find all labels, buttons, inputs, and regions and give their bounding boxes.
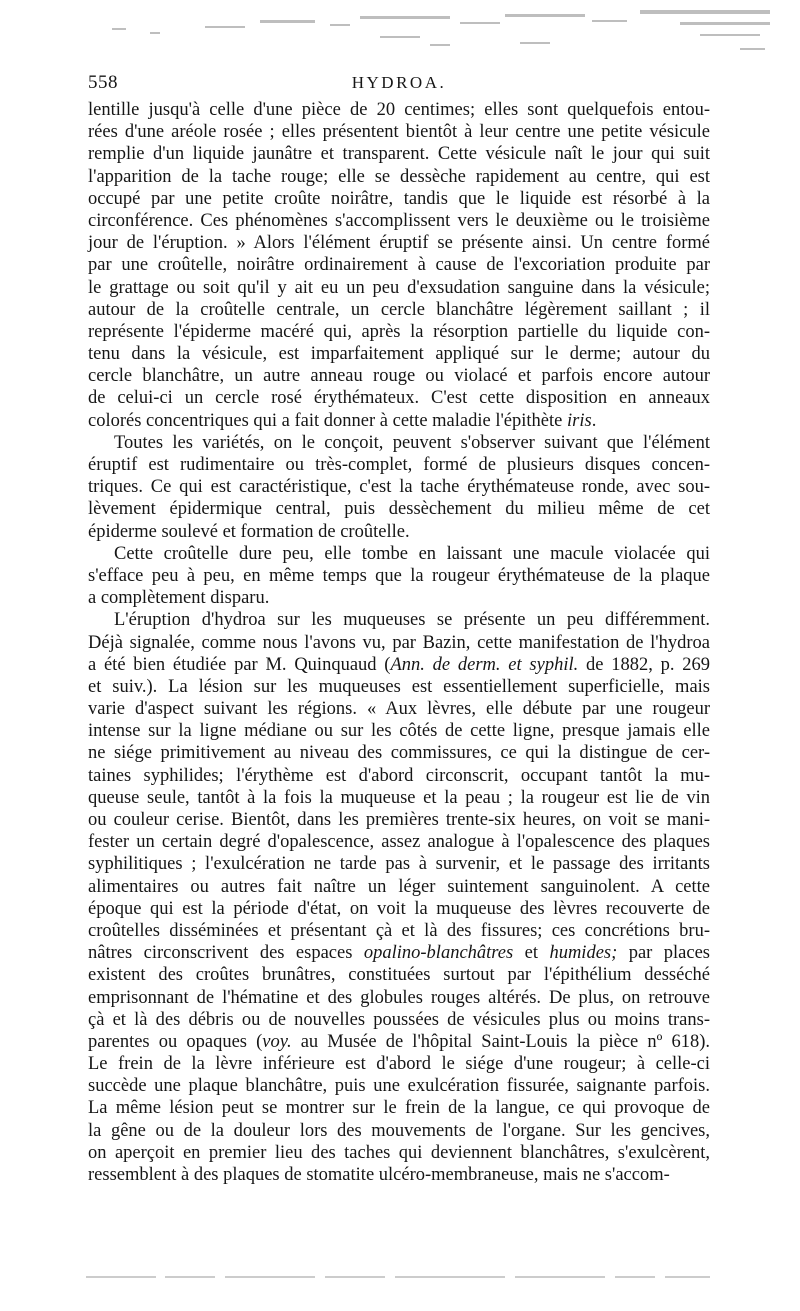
text-line bbox=[88, 809, 710, 831]
text-line bbox=[88, 565, 710, 587]
text-segment: Toutes les variétés, on le conçoit, peuvent s'observer suivant que l'élément bbox=[114, 432, 710, 453]
scan-bleed-through-top bbox=[0, 0, 800, 70]
text-segment: queuse seule, tantôt à la fois la muqueuse et la peau ; la rougeur est lie de vin bbox=[88, 787, 710, 808]
text-segment: L'éruption d'hydroa sur les muqueuses se présente un peu différemment. bbox=[114, 610, 710, 631]
text-segment: occupé par une petite croûte noirâtre, tandis que le liquide est résorbé à la bbox=[88, 188, 710, 209]
text-line bbox=[88, 232, 710, 254]
text-line bbox=[88, 698, 710, 720]
text-segment: et bbox=[513, 943, 550, 964]
text-line bbox=[88, 543, 710, 565]
text-segment: croûtelles disséminées et présentant çà et là des fissures; ces concrétions bru- bbox=[88, 920, 710, 941]
text-segment: intense sur la ligne médiane ou sur les côtés de cette ligne, presque jamais elle bbox=[88, 721, 710, 742]
text-line bbox=[88, 609, 710, 631]
text-segment: syphilitiques ; l'exulcération ne tarde pas à survenir, et le passage des irritants bbox=[88, 854, 710, 875]
text-segment: autour de la croûtelle centrale, un cercle blanchâtre légèrement saillant ; il bbox=[88, 299, 710, 320]
text-line bbox=[88, 920, 710, 942]
text-line bbox=[88, 143, 710, 165]
text-line bbox=[88, 831, 710, 853]
text-segment: jour de l'éruption. » Alors l'élément éruptif se présente ainsi. Un centre formé bbox=[88, 233, 710, 254]
text-segment: varie d'aspect suivant les régions. « Aux lèvres, elle débute par une rougeur bbox=[88, 699, 710, 720]
text-segment: Le frein de la lèvre inférieure est d'abord le siége d'une rougeur; à celle-ci bbox=[88, 1054, 710, 1075]
text-line bbox=[88, 1142, 710, 1164]
text-segment: taines syphilides; l'érythème est d'abord circonscrit, occupant tantôt la mu- bbox=[88, 765, 710, 786]
text-line bbox=[88, 432, 710, 454]
text-segment: tenu dans la vésicule, est imparfaitement appliqué sur le derme; autour du bbox=[88, 344, 710, 365]
text-line bbox=[88, 166, 710, 188]
text-segment: colorés concentriques qui a fait donner à cette maladie l'épithète bbox=[88, 410, 567, 431]
text-line bbox=[88, 476, 710, 498]
text-segment: a été bien étudiée par M. Quinquaud ( bbox=[88, 654, 391, 675]
text-line bbox=[88, 454, 710, 476]
text-segment: emprisonnant de l'hématine et des globules rouges altérés. De plus, on retrouve bbox=[88, 987, 710, 1008]
text-segment: . bbox=[591, 410, 597, 431]
text-line bbox=[88, 188, 710, 210]
italic-text: Ann. de derm. et syphil. bbox=[390, 654, 579, 675]
text-line bbox=[88, 343, 710, 365]
text-segment: éruptif est rudimentaire ou très-complet, formé de plusieurs disques concen- bbox=[88, 455, 710, 475]
text-line bbox=[88, 742, 710, 764]
text-segment: par places bbox=[617, 943, 710, 964]
text-segment: ou couleur cerise. Bientôt, dans les premières trente-six heures, on voit se mani- bbox=[88, 810, 710, 830]
text-line bbox=[88, 1120, 710, 1142]
text-line bbox=[88, 410, 710, 432]
text-line bbox=[88, 898, 710, 920]
text-segment: triques. Ce qui est caractéristique, c'est la tache érythémateuse ronde, avec sou- bbox=[88, 477, 710, 498]
text-line bbox=[88, 853, 710, 875]
text-segment: de celui-ci un cercle rosé érythémateux. C'est cette disposition en anneaux bbox=[88, 388, 710, 409]
text-line bbox=[88, 1097, 710, 1119]
text-line bbox=[88, 521, 710, 543]
text-line bbox=[88, 387, 710, 409]
text-segment: Cette croûtelle dure peu, elle tombe en laissant une macule violacée qui bbox=[114, 543, 710, 564]
text-segment: lèvement épidermique central, puis dessèchement du milieu même de cet bbox=[88, 499, 710, 520]
text-line bbox=[88, 1164, 710, 1186]
text-segment: La même lésion peut se montrer sur le frein de la langue, ce qui provoque de bbox=[88, 1098, 710, 1119]
text-segment: le grattage ou soit qu'il y ait eu un peu d'exsudation sanguine dans la vésicule; bbox=[88, 277, 710, 298]
text-segment: a complètement disparu. bbox=[88, 588, 270, 609]
text-segment: Déjà signalée, comme nous l'avons vu, par Bazin, cette manifestation de l'hydroa bbox=[88, 632, 710, 653]
text-segment: on aperçoit en premier lieu des taches qui deviennent blanchâtres, s'exulcèrent, bbox=[88, 1142, 710, 1163]
text-segment: l'apparition de la tache rouge; elle se dessèche rapidement au centre, qui est bbox=[88, 166, 710, 187]
page-header bbox=[88, 72, 710, 102]
text-segment: la gêne ou de la douleur lors des mouvements de l'organe. Sur les gencives, bbox=[88, 1120, 710, 1141]
text-line bbox=[88, 942, 710, 964]
text-segment: succède une plaque blanchâtre, puis une exulcération fissurée, saignante parfois. bbox=[88, 1076, 710, 1097]
text-segment: cercle blanchâtre, un autre anneau rouge ou violacé et parfois encore autour bbox=[88, 366, 710, 387]
text-segment: de 1882, p. 269 bbox=[578, 654, 711, 675]
paragraph bbox=[88, 543, 710, 610]
text-segment: représente l'épiderme macéré qui, après la résorption partielle du liquide con- bbox=[88, 321, 710, 342]
text-segment: remplie d'un liquide jaunâtre et transparent. Cette vésicule naît le jour qui suit bbox=[88, 144, 710, 165]
text-segment: époque qui est la période d'état, on voit la muqueuse des lèvres recouverte de bbox=[88, 898, 710, 919]
text-line bbox=[88, 210, 710, 232]
paragraph bbox=[88, 99, 710, 432]
text-line bbox=[88, 1075, 710, 1097]
text-segment: ne siége primitivement au niveau des commissures, ce qui la distingue de cer- bbox=[88, 743, 710, 764]
text-line bbox=[88, 365, 710, 387]
text-line bbox=[88, 964, 710, 986]
text-line bbox=[88, 299, 710, 321]
text-segment: circonférence. Ces phénomènes s'accomplissent vers le deuxième ou le troisième bbox=[88, 210, 710, 231]
text-line bbox=[88, 1053, 710, 1075]
italic-text: iris bbox=[567, 410, 592, 431]
text-line bbox=[88, 1009, 710, 1031]
text-segment: existent des croûtes brunâtres, constituées surtout par l'épithélium desséché bbox=[88, 965, 710, 986]
text-segment: nâtres circonscrivent des espaces bbox=[88, 943, 364, 964]
text-line bbox=[88, 654, 710, 676]
text-line bbox=[88, 787, 710, 809]
text-segment: rées d'une aréole rosée ; elles présentent bientôt à leur centre une petite vésicule bbox=[88, 122, 710, 143]
text-line bbox=[88, 987, 710, 1009]
text-line bbox=[88, 876, 710, 898]
text-segment: au Musée de l'hôpital Saint-Louis la pièce nº 618). bbox=[291, 1031, 711, 1052]
text-segment: ressemblent à des plaques de stomatite ulcéro-membraneuse, mais ne s'accom- bbox=[88, 1165, 670, 1185]
italic-text: humides; bbox=[549, 943, 618, 964]
text-line bbox=[88, 676, 710, 698]
italic-text: voy. bbox=[262, 1031, 292, 1052]
text-segment: s'efface peu à peu, en même temps que la rougeur érythémateuse de la plaque bbox=[88, 565, 710, 586]
running-title: HYDROA. bbox=[351, 73, 447, 92]
text-line bbox=[88, 121, 710, 143]
text-segment: lentille jusqu'à celle d'une pièce de 20 centimes; elles sont quelquefois entou- bbox=[88, 100, 710, 120]
text-line bbox=[88, 587, 710, 609]
text-line bbox=[88, 1031, 710, 1053]
text-line bbox=[88, 498, 710, 520]
text-segment: parentes ou opaques ( bbox=[88, 1031, 263, 1052]
text-segment: par une croûtelle, noirâtre ordinairement à cause de l'excoriation produite par bbox=[88, 255, 710, 276]
text-segment: épiderme soulevé et formation de croûtelle. bbox=[88, 521, 410, 542]
page-number: 558 bbox=[88, 72, 118, 93]
text-line bbox=[88, 99, 710, 121]
text-segment: fester un certain degré d'opalescence, assez analogue à l'opalescence des plaques bbox=[88, 832, 710, 853]
text-line bbox=[88, 321, 710, 343]
italic-text: opalino-blanchâtres bbox=[363, 943, 514, 964]
text-segment: et suiv.). La lésion sur les muqueuses est essentiellement superficielle, mais bbox=[88, 676, 710, 697]
text-segment: çà et là des débris ou de nouvelles poussées de vésicules plus ou moins trans- bbox=[88, 1009, 710, 1030]
paragraph bbox=[88, 609, 710, 1186]
text-line bbox=[88, 765, 710, 787]
text-line bbox=[88, 632, 710, 654]
text-line bbox=[88, 720, 710, 742]
body-text bbox=[88, 99, 710, 1186]
text-line bbox=[88, 277, 710, 299]
text-segment: alimentaires ou autres fait naître un léger suintement sanguinolent. A cette bbox=[88, 876, 710, 897]
text-line bbox=[88, 254, 710, 276]
paragraph bbox=[88, 432, 710, 543]
scan-bleed-through-bottom bbox=[0, 1268, 800, 1288]
